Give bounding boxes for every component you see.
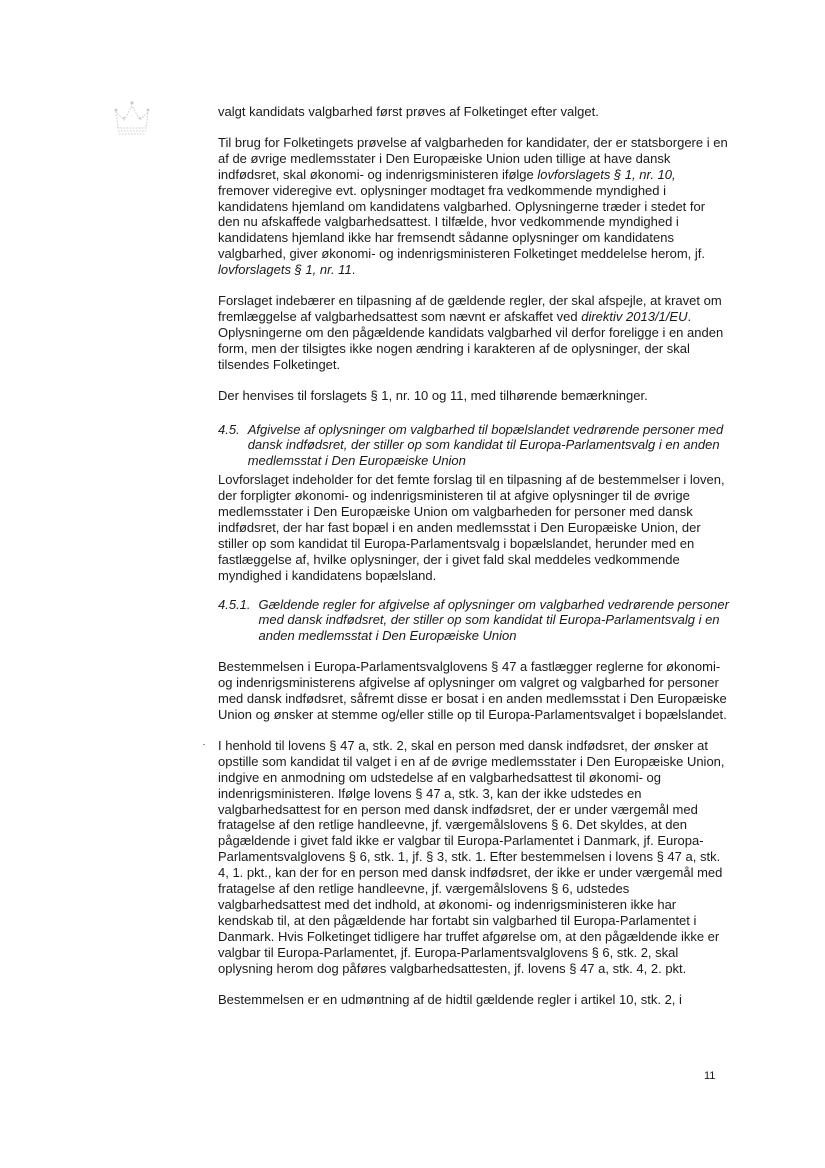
- paragraph-6: [218, 738, 730, 977]
- margin-mark: [203, 744, 205, 745]
- body-text: [218, 104, 730, 1022]
- paragraph-1: [218, 135, 730, 278]
- section-title-4-5-1: Gældende regler for afgivelse af oplysninger om valgbarhed vedrørende personer med dansk indfødsret, der stiller op som kandidat til Europa-Parlamentsvalg i en anden medlemsstat i Den Europæiske Union: [258, 596, 729, 644]
- paragraph-5-text: Bestemmelsen i Europa-Parlamentsvalglovens § 47 a fastlægger reglerne for økonomi- og indenrigsministerens afgivelse af oplysninger om valgret og valgbarhed for personer med dansk indfødsret, såfremt disse er bosat i en anden medlemsstat i Den Europæiske Union og ønsker at stemme og/eller stille op til Europa-Parlamentsvalget i bopælslandet.: [218, 659, 727, 722]
- section-title-4-5: Afgivelse af oplysninger om valgbarhed til bopælslandet vedrørende personer med dansk indfødsret, der stiller op som kandidat til Europa-Parlamentsvalg i en anden medlemsstat i Den Europæiske Union: [247, 421, 724, 469]
- paragraph-1-ref-a: lovforslagets § 1, nr. 10,: [537, 166, 676, 182]
- paragraph-1-text-a: Til brug for Folketingets prøvelse af valgbarheden for kandidater, der er statsborgere i en af de øvrige medlemsstater i Den Europæiske Union uden tillige at have dansk indfødsret, skal økonomi- og indenrigsministeren ifølge: [218, 134, 728, 182]
- crown-icon: [112, 100, 152, 136]
- section-heading-4-5-1: [218, 597, 730, 645]
- section-heading-4-5: [218, 422, 730, 470]
- paragraph-0: [218, 104, 730, 120]
- paragraph-1-text-c: .: [351, 262, 356, 278]
- paragraph-1-ref-b: lovforslagets § 1, nr. 11: [218, 262, 352, 278]
- paragraph-2-text-b: . Oplysningerne om den pågældende kandidats valgbarhed vil derfor foreligge i en anden form, men der tilsigtes ikke nogen ændring i karakteren af de oplysninger, der skal tilsendes Folketinget.: [218, 308, 724, 372]
- paragraph-3-text: Der henvises til forslagets § 1, nr. 10 og 11, med tilhørende bemærkninger.: [218, 387, 648, 403]
- section-number-4-5: 4.5.: [218, 421, 240, 437]
- page-number: 11: [704, 1070, 716, 1082]
- paragraph-4-text: Lovforslaget indeholder for det femte forslag til en tilpasning af de bestemmelser i loven, der forpligter økonomi- og indenrigsministeren til at afgive oplysninger til de øvrige medlemsstater i Den Europæiske Union om valgbarheden for personer med dansk indfødsret, der har fast bopæl i en anden medlemsstat i Den Europæiske Union, der stiller op som kandidat til Europa-Parlamentsvalg i bopælslandet, herunder med en fastlæggelse af, hvilke oplysninger, der i givet fald skal meddeles vedkommende myndighed i kandidatens bopælsland.: [218, 472, 725, 583]
- paragraph-3: [218, 388, 730, 404]
- paragraph-2: [218, 293, 730, 373]
- paragraph-4: [218, 472, 730, 583]
- paragraph-1-text-b: fremover videregive evt. oplysninger modtaget fra vedkommende myndighed i kandidatens hjemland om kandidatens valgbarhed. Oplysningerne træder i stedet for den nu afskaffede valgbarhedsattest. I tilfælde, hvor vedkommende myndighed i kandidatens hjemland ikke har fremsendt sådanne oplysninger om kandidatens valgbarhed, giver økonomi- og indenrigsministeren Folketinget meddelelse herom, jf.: [218, 182, 706, 262]
- paragraph-6-text: I henhold til lovens § 47 a, stk. 2, skal en person med dansk indfødsret, der ønsker at opstille som kandidat til valget i en af de øvrige medlemsstater i Den Europæiske Union, indgive en anmodning om udstedelse af en valgbarhedsattest til økonomi- og indenrigsministeren. Ifølge lovens § 47 a, stk. 3, kan der ikke udstedes en valgbarhedsattest for en person med dansk indfødsret, der er under værgemål med fratagelse af den retlige handleevne, jf. værgemålslovens § 6. Det skyldes, at den pågældende i givet fald ikke er valgbar til Europa-Parlamentet i Danmark, jf. Europa-Parlamentsvalglovens § 6, stk. 1, jf. § 3, stk. 1. Efter bestemmelsen i lovens § 47 a, stk. 4, 1. pkt., kan der for en person med dansk indfødsret, der ikke er under værgemål med fratagelse af den retlige handleevne, jf. værgemålslovens § 6, udstedes valgbarhedsattest med det indhold, at økonomi- og indenrigsministeren ikke har kendskab til, at den pågældende har fortabt sin valgbarhed til Europa-Parlamentet i Danmark. Hvis Folketinget tidligere har truffet afgørelse om, at den pågældende ikke er valgbar til Europa-Parlamentet, jf. Europa-Parlamentsvalglovens § 6, stk. 2, skal oplysning herom dog påføres valgbarhedsattesten, jf. lovens § 47 a, stk. 4, 2. pkt.: [218, 737, 725, 976]
- section-number-4-5-1: 4.5.1.: [218, 596, 251, 612]
- paragraph-2-ref: direktiv 2013/1/EU: [581, 308, 688, 324]
- paragraph-7-text: Bestemmelsen er en udmøntning af de hidtil gældende regler i artikel 10, stk. 2, i: [218, 991, 682, 1007]
- paragraph-7: [218, 992, 730, 1008]
- paragraph-0-text: valgt kandidats valgbarhed først prøves af Folketinget efter valget.: [218, 104, 599, 119]
- paragraph-5: [218, 659, 730, 723]
- paragraph-2-text-a: Forslaget indebærer en tilpasning af de gældende regler, der skal afspejle, at kravet om fremlæggelse af valgbarhedsattest som nævnt er afskaffet ved: [218, 293, 722, 324]
